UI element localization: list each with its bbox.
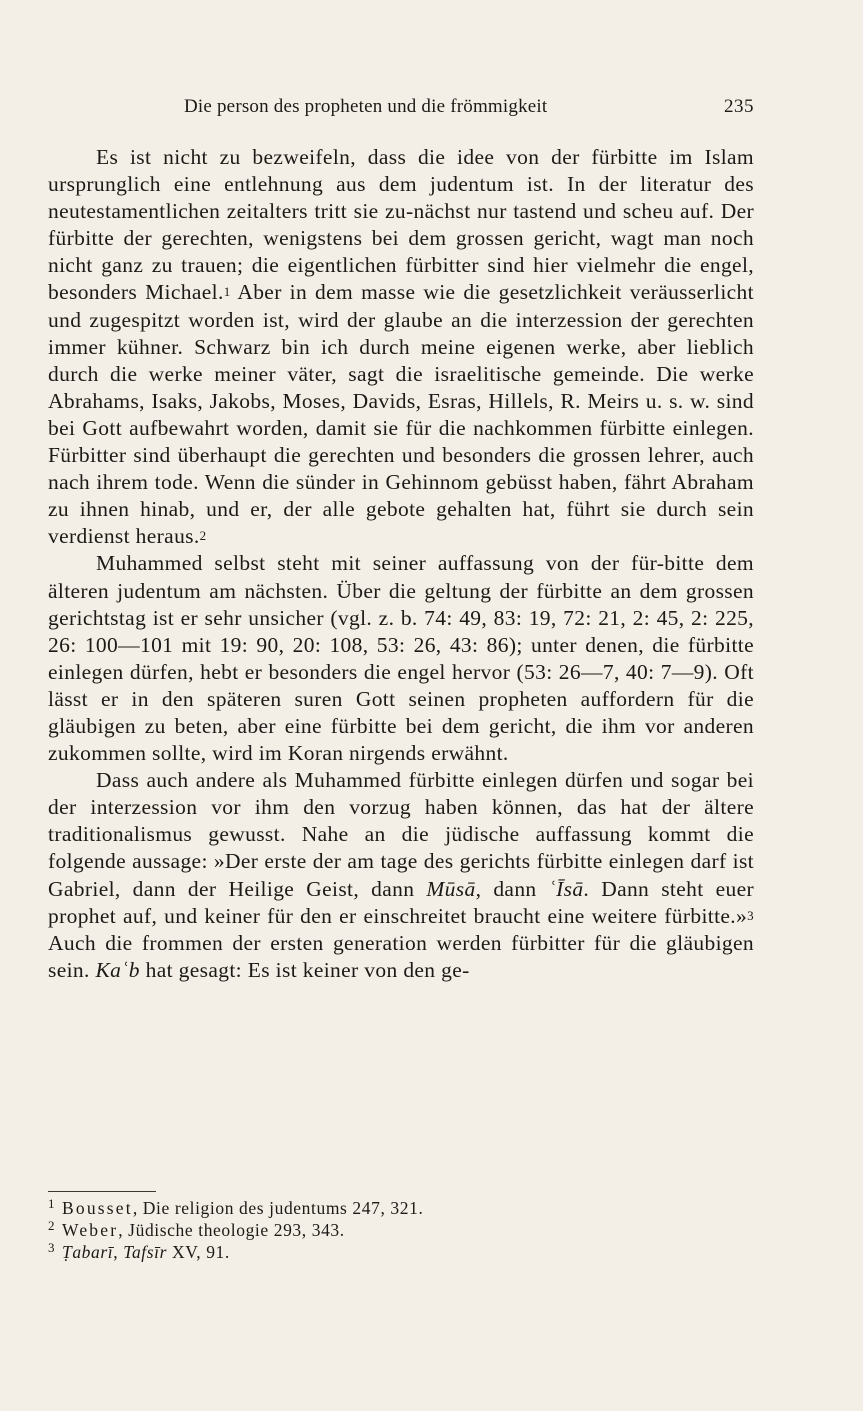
footnote-author: Ṭabarī	[62, 1242, 114, 1262]
footnote-2: 2 Weber, Jüdische theologie 293, 343.	[48, 1218, 345, 1240]
footnotes	[48, 1197, 754, 1263]
name-isa: ʿĪsā	[548, 876, 584, 901]
footnote-author: Weber	[62, 1220, 119, 1240]
footnote-divider	[48, 1191, 156, 1192]
footnote-3: 3 Ṭabarī, Tafsīr XV, 91.	[48, 1240, 230, 1262]
name-musa: Mūsā	[426, 876, 476, 901]
footnote-ref-1: 1	[223, 284, 231, 300]
main-text	[48, 144, 754, 984]
paragraph-1: Es ist nicht zu bezweifeln, dass die idee von der fürbitte im Islam ursprunglich eine entlehnung aus dem judentum ist. In der literatur des neutestamentlichen zeitalters tritt sie zu-nächst nur tastend und scheu auf. Der fürbitte der gerechten, wenigstens bei dem grossen gericht, wagt man noch nicht ganz zu trauen; die eigentlichen fürbitter sind hier vielmehr die engel, besonders Michael.$^1$ Aber in dem masse wie die gesetzlichkeit veräusserlicht und zugespitzt worden ist, wird der glaube an die interzession der gerechten immer kühner. Schwarz bin ich durch meine eigenen werke, aber lieblich durch die werke meiner väter, sagt die israelitische gemeinde. Die werke Abrahams, Isaks, Jakobs, Moses, Davids, Esras, Hillels, R. Meirs u. s. w. sind bei Gott aufbewahrt worden, damit sie für die nachkommen fürbitte einlegen. Fürbitter sind überhaupt die gerechten und besonders die grossen lehrer, auch nach ihrem tode. Wenn die sünder in Gehinnom gebüsst haben, fährt Abraham zu ihnen hinab, und er, der alle gebote gehalten hat, führt sie durch sein verdienst heraus.$^2$	[48, 145, 754, 549]
paragraph-3: Dass auch andere als Muhammed fürbitte einlegen dürfen und sogar bei der interzession vor ihm den vorzug haben können, das hat der ältere traditionalismus gewusst. Nahe an die jüdische auffassung kommt die folgende aussage: »Der erste der am tage des gerichts fürbitte einlegen darf ist Gabriel, dann der Heilige Geist, dann Mūsā, dann ʿĪsā. Dann steht euer prophet auf, und keiner für den er einschreitet braucht eine weitere fürbitte.»$^3$ Auch die frommen der ersten generation werden fürbitter für die gläubigen sein. Kaʿb hat gesagt: Es ist keiner von den ge-	[48, 768, 754, 982]
running-title: Die person des propheten und die frömmigkeit	[184, 96, 548, 117]
name-kab: Kaʿb	[95, 957, 140, 982]
footnote-ref-2: 2	[199, 528, 207, 544]
footnote-author: Bousset	[62, 1198, 133, 1218]
footnote-ref-3: 3	[747, 907, 754, 923]
paragraph-2: Muhammed selbst steht mit seiner auffassung von der für-bitte dem älteren judentum am nächsten. Über die geltung der fürbitte an dem grossen gerichtstag ist er sehr unsicher (vgl. z. b. 74: 49, 83: 19, 72: 21, 2: 45, 2: 225, 26: 100—101 mit 19: 90, 20: 108, 53: 26, 43: 86); unter denen, die fürbitte einlegen dürfen, hebt er besonders die engel hervor (53: 26—7, 40: 7—9). Oft lässt er in den späteren suren Gott seinen propheten auffordern für die gläubigen zu beten, aber eine fürbitte bei dem gericht, die ihm vor anderen zukommen sollte, wird im Koran nirgends erwähnt.	[48, 551, 754, 766]
footnote-work: Tafsīr	[123, 1242, 168, 1262]
page-number: 235	[724, 96, 754, 117]
footnote-1: 1 Bousset, Die religion des judentums 247, 321.	[48, 1196, 424, 1218]
